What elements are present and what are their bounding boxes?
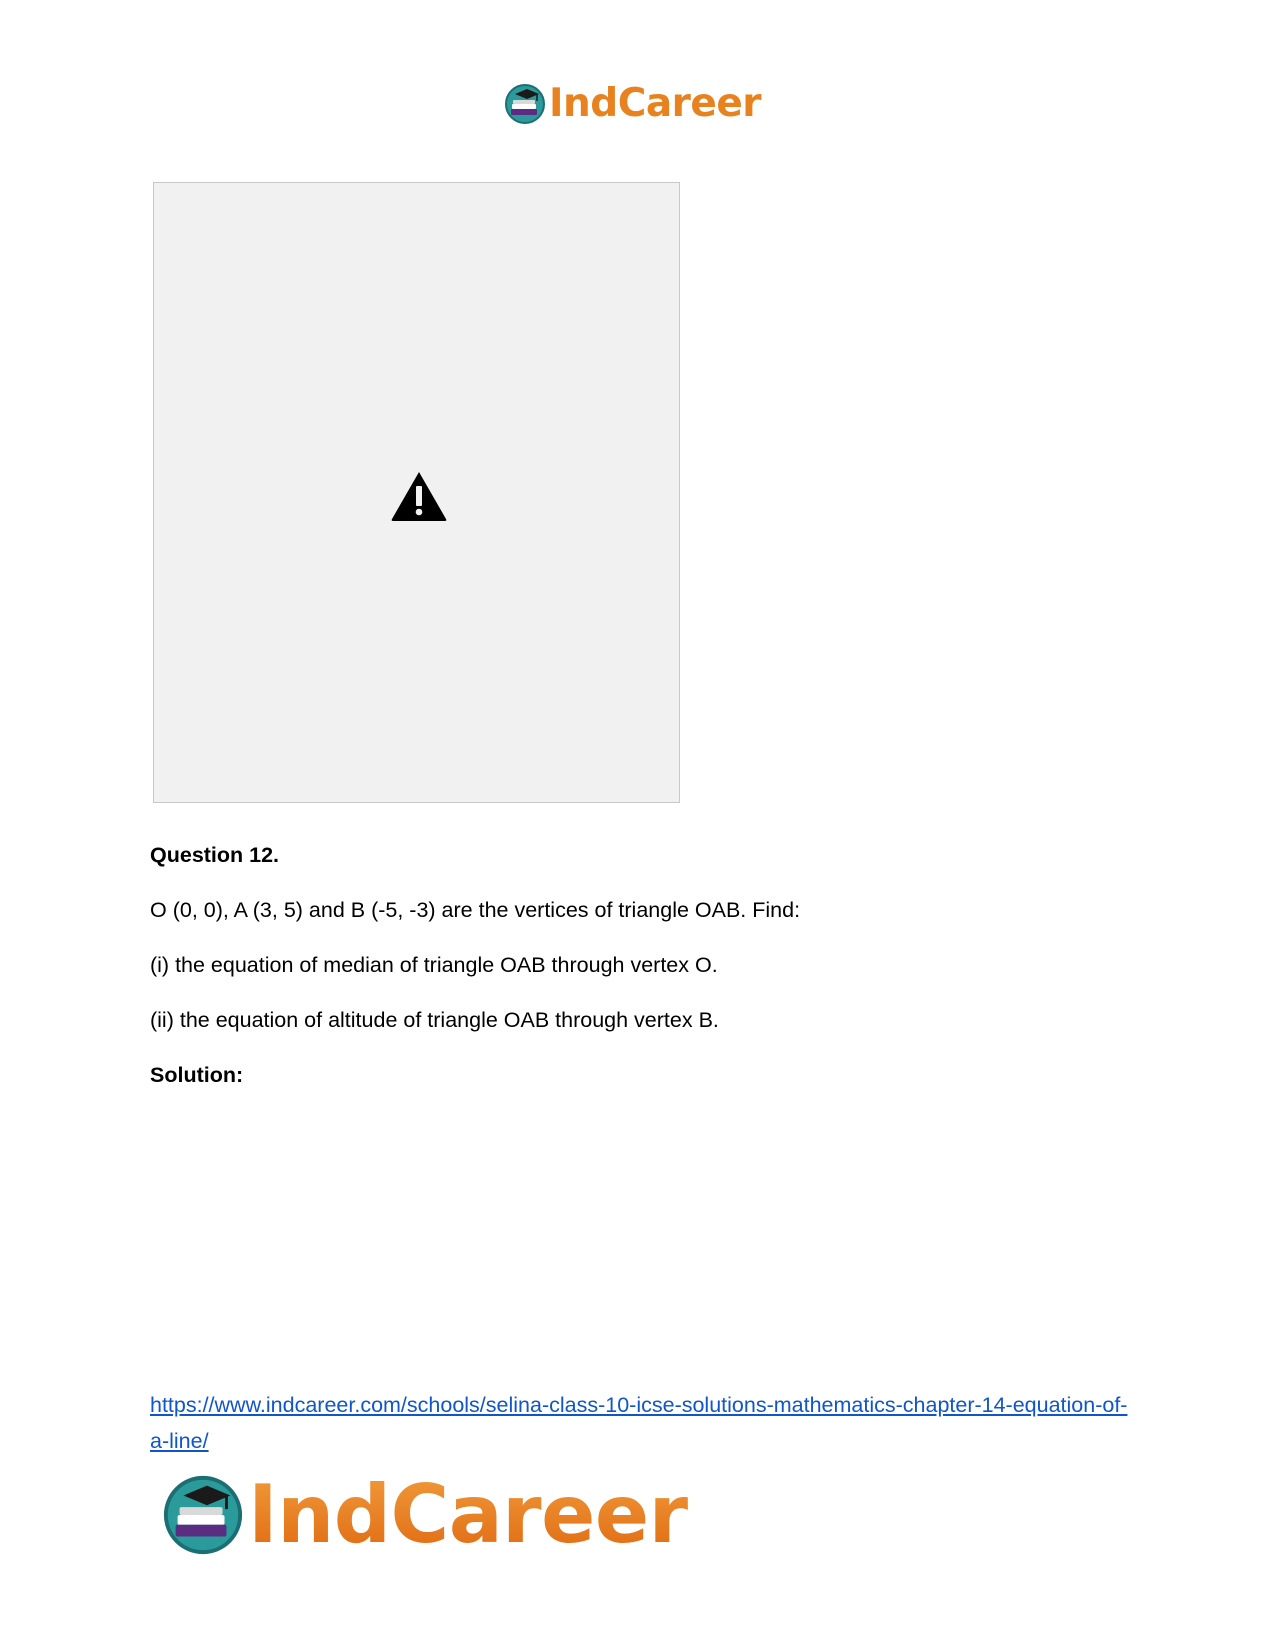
question-title: Question 12. — [150, 843, 280, 867]
question-part-i: (i) the equation of median of triangle OAB through vertex O. — [150, 953, 718, 977]
warning-icon — [390, 470, 448, 522]
question-part-ii: (ii) the equation of altitude of triangle OAB through vertex B. — [150, 1008, 719, 1032]
indcareer-logo-icon — [503, 82, 547, 126]
question-text: O (0, 0), A (3, 5) and B (-5, -3) are the vertices of triangle OAB. Find: — [150, 898, 801, 922]
source-url-link[interactable]: https://www.indcareer.com/schools/selina-class-10-icse-solutions-mathematics-chapter-14-equation-of-a-line/ — [150, 1393, 1128, 1453]
logo-text: IndCareer — [248, 1468, 688, 1561]
indcareer-logo-icon — [160, 1472, 246, 1558]
broken-image-placeholder — [153, 182, 680, 803]
logo-text: IndCareer — [549, 81, 761, 126]
footer-logo — [160, 1470, 688, 1560]
header-logo — [503, 80, 761, 128]
solution-label: Solution: — [150, 1063, 244, 1087]
